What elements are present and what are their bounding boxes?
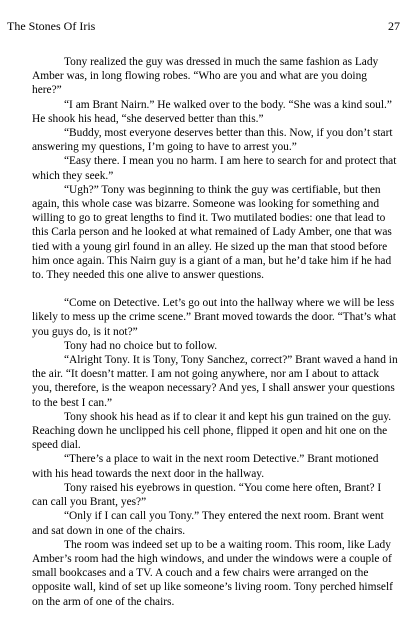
section-gap	[32, 282, 398, 296]
paragraph: Tony had no choice but to follow.	[64, 339, 218, 352]
paragraph: “Alright Tony. It is Tony, Tony Sanchez, correct?” Brant waved a hand in the air. “It doesn’t matter. I am not going anywhere, nor am I about to attack you, therefore, is the weapon necessary? And yes, I shall answer your questions to the best I can.”	[32, 354, 398, 409]
paragraph: “Buddy, most everyone deserves better than this. Now, if you don’t start answering my questions, I’m going to have to arrest you.”	[32, 127, 393, 154]
paragraph: “Ugh?” Tony was beginning to think the guy was certifiable, but then again, this whole case was bizarre. Someone was looking for something and willing to go to great lengths to find it. Two mutilated bodies: one that lead to this Carla person and he looked at what remained of Lady Amber, one that was tied with a young girl found in an alley. He sized up the man that stood before him once again. This Nairn guy is a giant of a man, but he’d take him if he had to. They needed this one alive to answer questions.	[32, 183, 392, 282]
paragraph: Tony raised his eyebrows in question. “You come here often, Brant? I can call you Brant, yes?”	[32, 481, 382, 509]
paragraph: “Easy there. I mean you no harm. I am here to search for and protect that which they seek.”	[32, 155, 397, 182]
paragraph: “There’s a place to wait in the next room Detective.” Brant motioned with his head towards the next door in the hallway.	[32, 453, 379, 480]
paragraph: Tony shook his head as if to clear it and kept his gun trained on the guy. Reaching down he unclipped his cell phone, flipped it open and hit one on the speed dial.	[32, 410, 392, 452]
page-body	[32, 55, 398, 609]
book-title: The Stones Of Iris	[7, 19, 96, 33]
paragraph: “I am Brant Nairn.” He walked over to the body. “She was a kind soul.” He shook his head, “she deserved better than this.”	[32, 98, 392, 125]
paragraph: Tony realized the guy was dressed in much the same fashion as Lady Amber was, in long flowing robes. “Who are you and what are you doing here?”	[32, 56, 379, 97]
paragraph: “Only if I can call you Tony.” They entered the next room. Brant went and sat down in one of the chairs.	[32, 510, 384, 537]
running-header	[7, 18, 400, 34]
page-number: 27	[388, 19, 400, 33]
paragraph: “Come on Detective. Let’s go out into the hallway where we will be less likely to mess up the crime scene.” Brant moved towards the door. “That’s what you guys do, is it not?”	[32, 297, 397, 338]
paragraph: The room was indeed set up to be a waiting room. This room, like Lady Amber’s room had the high windows, and under the windows were a couple of small bookcases and a TV. A couch and a few chairs were arranged on the opposite wall, kind of set up like someone’s living room. Tony perched himself on the arm of one of the chairs.	[32, 538, 393, 608]
